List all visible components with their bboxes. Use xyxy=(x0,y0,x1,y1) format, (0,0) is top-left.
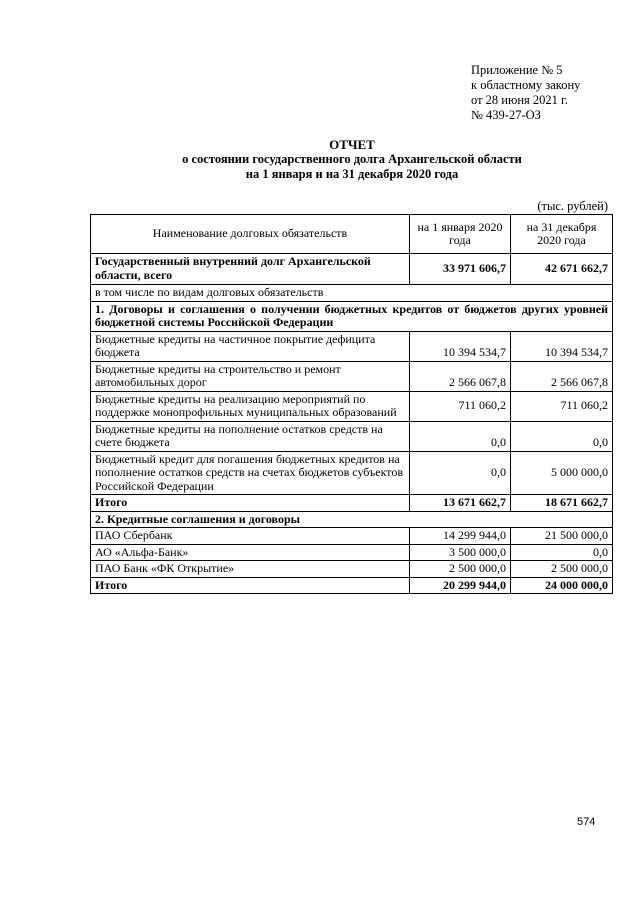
row-name: Итого xyxy=(91,577,410,594)
header-name: Наименование долговых обязательств xyxy=(91,215,410,254)
table-row-total xyxy=(91,577,613,594)
page-number: 574 xyxy=(577,816,596,828)
row-name: Бюджетные кредиты на пополнение остатков средств на счете бюджета xyxy=(91,421,410,451)
row-jan: 2 566 067,8 xyxy=(410,361,511,391)
row-name: Итого xyxy=(91,495,410,512)
table-row xyxy=(91,528,613,545)
appendix-line: Приложение № 5 xyxy=(471,63,563,77)
table-row-total xyxy=(91,495,613,512)
row-jan: 33 971 606,7 xyxy=(410,254,511,285)
row-dec: 18 671 662,7 xyxy=(511,495,613,512)
row-dec: 0,0 xyxy=(511,544,613,561)
table-row xyxy=(91,544,613,561)
row-jan: 10 394 534,7 xyxy=(410,331,511,361)
row-name: Бюджетные кредиты на частичное покрытие дефицита бюджета xyxy=(91,331,410,361)
row-jan: 3 500 000,0 xyxy=(410,544,511,561)
row-jan: 14 299 944,0 xyxy=(410,528,511,545)
row-jan: 2 500 000,0 xyxy=(410,561,511,578)
row-dec: 21 500 000,0 xyxy=(511,528,613,545)
row-dec: 711 060,2 xyxy=(511,391,613,421)
row-name: Бюджетный кредит для погашения бюджетных кредитов на пополнение остатков средств на счетах бюджетов субъектов Российской Федерации xyxy=(91,451,410,495)
row-jan: 13 671 662,7 xyxy=(410,495,511,512)
row-dec: 24 000 000,0 xyxy=(511,577,613,594)
appendix-line: от 28 июня 2021 г. xyxy=(471,93,568,107)
row-dec: 10 394 534,7 xyxy=(511,331,613,361)
row-name: ПАО Банк «ФК Открытие» xyxy=(91,561,410,578)
row-dec: 2 566 067,8 xyxy=(511,361,613,391)
section2-title: 2. Кредитные соглашения и договоры xyxy=(91,511,613,528)
debt-table xyxy=(90,214,613,594)
table-row xyxy=(91,561,613,578)
row-jan: 0,0 xyxy=(410,421,511,451)
row-jan: 0,0 xyxy=(410,451,511,495)
title-line: на 1 января и на 31 декабря 2020 года xyxy=(245,167,459,181)
appendix-line: к областному закону xyxy=(471,78,581,92)
report-title xyxy=(90,137,614,182)
row-dec: 2 500 000,0 xyxy=(511,561,613,578)
row-dec: 42 671 662,7 xyxy=(511,254,613,285)
header-dec: на 31 декабря 2020 года xyxy=(511,215,613,254)
table-row xyxy=(91,391,613,421)
row-jan: 711 060,2 xyxy=(410,391,511,421)
section-header xyxy=(91,301,613,331)
table-row xyxy=(91,451,613,495)
section-header xyxy=(91,511,613,528)
including-label: в том числе по видам долговых обязательств xyxy=(91,285,613,302)
table-row xyxy=(91,421,613,451)
row-jan: 20 299 944,0 xyxy=(410,577,511,594)
table-row xyxy=(91,361,613,391)
section1-title: 1. Договоры и соглашения о получении бюджетных кредитов от бюджетов других уровней бюджетной системы Российской Федерации xyxy=(91,301,613,331)
row-name: Бюджетные кредиты на реализацию мероприятий по поддержке монопрофильных муниципальных образований xyxy=(91,391,410,421)
row-name: Бюджетные кредиты на строительство и ремонт автомобильных дорог xyxy=(91,361,410,391)
header-jan: на 1 января 2020 года xyxy=(410,215,511,254)
table-row xyxy=(91,254,613,285)
appendix-note xyxy=(471,63,580,123)
units-label: (тыс. рублей) xyxy=(537,199,608,213)
row-name: АО «Альфа-Банк» xyxy=(91,544,410,561)
title-main: ОТЧЕТ xyxy=(329,137,375,152)
appendix-line: № 439-27-ОЗ xyxy=(471,108,541,122)
title-line: о состоянии государственного долга Архангельской области xyxy=(182,152,522,166)
table-row xyxy=(91,285,613,302)
row-dec: 0,0 xyxy=(511,421,613,451)
row-dec: 5 000 000,0 xyxy=(511,451,613,495)
table-row xyxy=(91,331,613,361)
row-name: Государственный внутренний долг Архангельской области, всего xyxy=(91,254,410,285)
row-name: ПАО Сбербанк xyxy=(91,528,410,545)
table-header-row xyxy=(91,215,613,254)
